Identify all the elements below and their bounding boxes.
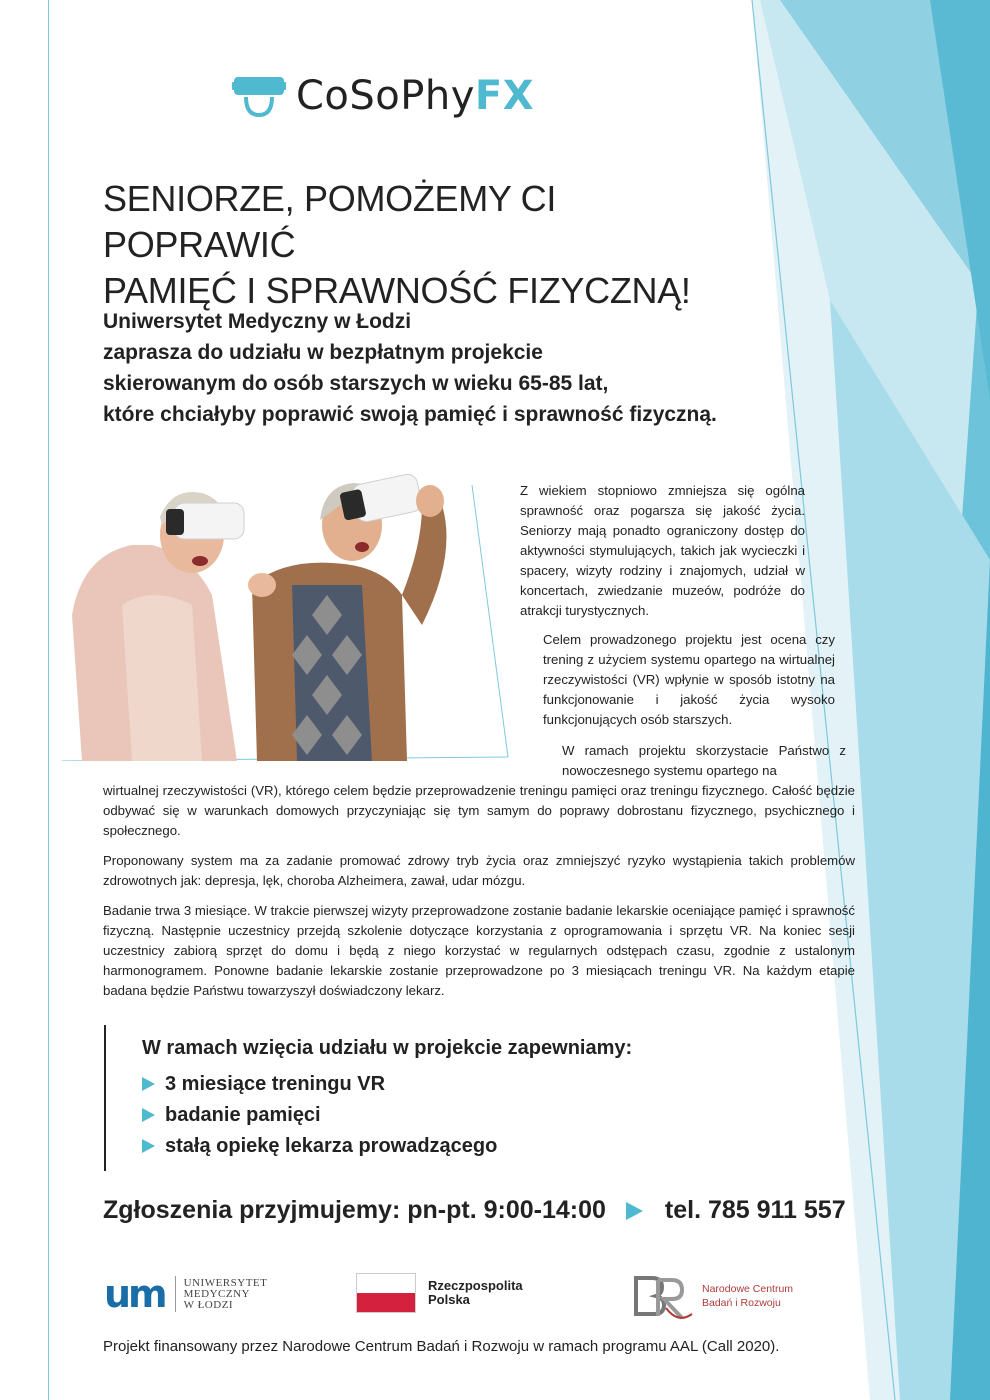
- offer-item: 3 miesiące treningu VR: [142, 1069, 497, 1100]
- vr-headset-icon: [232, 73, 286, 119]
- intro-line-2: zaprasza do udziału w bezpłatnym projekcie: [103, 341, 543, 364]
- contact-phone[interactable]: tel. 785 911 557: [664, 1196, 846, 1224]
- paragraph-aging: Z wiekiem stopniowo zmniejsza się ogólna sprawność oraz pogarsza się jakość życia. Seniorzy mają ponadto ograniczony dostęp do aktywności stymulujących, takich jak wycieczki i spacery, wizyty rodziny i znajomych, udział w koncertach, zwiedzanie muzeów, podróże do atrakcji turystycznych.: [520, 483, 805, 618]
- arrow-right-icon: [142, 1108, 155, 1122]
- ncbr-logo-text: Narodowe Centrum Badań i Rozwoju: [702, 1283, 794, 1309]
- paragraph-vr-system-start: W ramach projektu skorzystacie Państwo z nowoczesnego systemu opartego na: [562, 743, 846, 778]
- contact-hours: Zgłoszenia przyjmujemy: pn-pt. 9:00-14:00: [103, 1196, 606, 1224]
- rp-logo-text: Rzeczpospolita Polska: [428, 1278, 523, 1307]
- headline: [103, 176, 743, 314]
- um-logo-name: UNIWERSYTET MEDYCZNY W ŁODZI: [183, 1276, 268, 1311]
- rzeczpospolita-polska-logo: [356, 1273, 523, 1313]
- contact-line: [103, 1196, 846, 1225]
- intro-text: [103, 306, 823, 430]
- offer-item: stałą opiekę lekarza prowadzącego: [142, 1131, 497, 1162]
- ncbr-logo: [630, 1268, 793, 1324]
- offer-list: [142, 1069, 497, 1162]
- arrow-right-icon: [142, 1077, 155, 1091]
- seniors-vr-photo: [62, 465, 522, 761]
- offer-item: badanie pamięci: [142, 1100, 497, 1131]
- divider: [175, 1276, 176, 1312]
- paragraph-health: Proponowany system ma za zadanie promować zdrowy tryb życia oraz zmniejszyć ryzyko wystąpienia takich problemów zdrowotnych jak: depresja, lęk, choroba Alzheimera, zawał, udar mózgu.: [103, 853, 855, 888]
- paragraph-study: Badanie trwa 3 miesiące. W trakcie pierwszej wizyty przeprowadzone zostanie badanie lekarskie oceniające pamięć i sprawność fizyczną. Następnie uczestnicy przejdą szkolenie dotyczące korzystania z oprogramowania i sprzętu VR. Na koniec sesji uczestnicy zabiorą sprzęt do domu i będą z niego korzystać w regularnych odstępach czasu, zgodnie z ustalonym harmonogramem. Ponowne badanie lekarskie zostanie przeprowadzone po 3 miesiącach treningu VR. Na każdym etapie badana będzie Państwu towarzyszył doświadczony lekarz.: [103, 903, 855, 998]
- arrow-right-icon: [626, 1202, 643, 1220]
- polish-flag-icon: [356, 1273, 416, 1313]
- offer-title: W ramach wzięcia udziału w projekcie zapewniamy:: [142, 1037, 633, 1059]
- headline-line-2: PAMIĘĆ I SPRAWNOŚĆ FIZYCZNĄ!: [103, 270, 691, 311]
- left-border-line: [48, 0, 49, 1400]
- arrow-right-icon: [142, 1139, 155, 1153]
- um-logo-mark: um: [104, 1272, 165, 1316]
- paragraph-goal: Celem prowadzonego projektu jest ocena czy trening z użyciem systemu opartego na wirtualnej rzeczywistości (VR) wpłynie w sposób istotny na funkcjonowanie i jakość życia wysoko funkcjonujących osób starszych.: [543, 632, 835, 727]
- intro-line-1: Uniwersytet Medyczny w Łodzi: [103, 310, 412, 333]
- brand-suffix: FX: [474, 73, 535, 119]
- offer-section: [104, 1025, 633, 1171]
- intro-line-3: skierowanym do osób starszych w wieku 65-85 lat,: [103, 372, 609, 395]
- cosophy-logo: [232, 72, 534, 120]
- intro-line-4: które chciałyby poprawić swoją pamięć i sprawność fizyczną.: [103, 403, 717, 426]
- ncbr-mark-icon: [630, 1268, 694, 1324]
- brand-name: CoSoPhy: [296, 73, 475, 119]
- um-lodz-logo: [104, 1274, 267, 1314]
- paragraph-vr-system: wirtualnej rzeczywistości (VR), którego celem będzie przeprowadzenie treningu pamięci oraz treningu fizycznego. Całość będzie odbywać się w warunkach domowych przyczyniając się tym samym do poprawy dobrostanu fizycznego, psychicznego i społecznego.: [103, 783, 855, 838]
- funding-footer: Projekt finansowany przez Narodowe Centrum Badań i Rozwoju w ramach programu AAL (Call 2020).: [103, 1338, 780, 1355]
- headline-line-1: SENIORZE, POMOŻEMY CI POPRAWIĆ: [103, 178, 557, 265]
